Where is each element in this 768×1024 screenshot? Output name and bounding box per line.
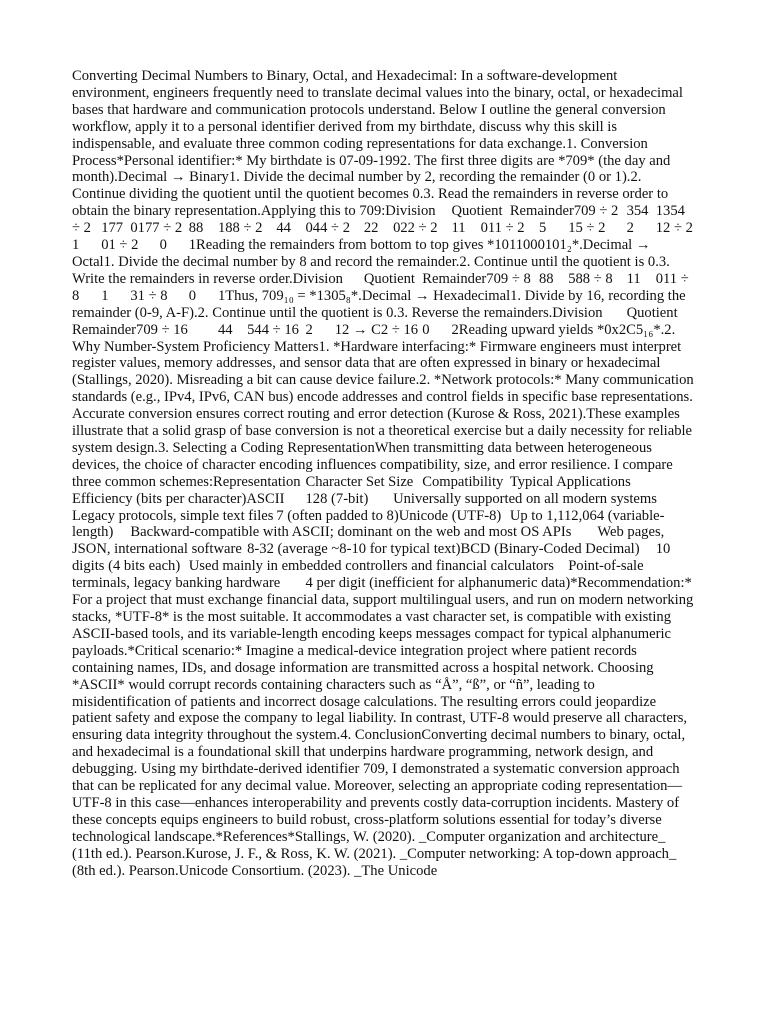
- document-body-text: Converting Decimal Numbers to Binary, Octal, and Hexadecimal: In a software-development environment, engineers frequently need to translate decimal values into the binary, octal, or hexadecimal bases that hardware and communication protocols understand. Below I outline the general conversion workflow, apply it to a personal identifier derived from my birthdate, discuss why this skill is indispensable, and evaluate three common coding representations for data exchange.1. Conversion Process*Personal identifier:* My birthdate is 07-09-1992. The first three digits are *709* (the day and month).Decimal → Binary1. Divide the decimal number by 2, recording the remainder (0 or 1).2. Continue dividing the quotient until the quotient becomes 0.3. Read the remainders in reverse order to obtain the binary representation.Applying this to 709:Division Quotient Remainder709 ÷ 2 354 1354 ÷ 2 177 0177 ÷ 2 88 188 ÷ 2 44 044 ÷ 2 22 022 ÷ 2 11 011 ÷ 2 5 15 ÷ 2 2 12 ÷ 2 1 01 ÷ 2 0 1Reading the remainders from bottom to top gives *1011000101₂*.Decimal → Octal1. Divide the decimal number by 8 and record the remainder.2. Continue until the quotient is 0.3. Write the remainders in reverse order.Division Quotient Remainder709 ÷ 8 88 588 ÷ 8 11 011 ÷ 8 1 31 ÷ 8 0 1Thus, 709₁₀ = *1305₈*.Decimal → Hexadecimal1. Divide by 16, recording the remainder (0-9, A-F).2. Continue until the quotient is 0.3. Reverse the remainders.Division Quotient Remainder709 ÷ 16 44 544 ÷ 16 2 12 → C2 ÷ 16 0 2Reading upward yields *0x2C5₁₆*.2. Why Number-System Proficiency Matters1. *Hardware interfacing:* Firmware engineers must interpret register values, memory addresses, and sensor data that are often expressed in binary or hexadecimal (Stallings, 2020). Misreading a bit can cause device failure.2. *Network protocols:* Many communication standards (e.g., IPv4, IPv6, CAN bus) encode addresses and control fields in specific base representations. Accurate conversion ensures correct routing and error detection (Kurose & Ross, 2021).These examples illustrate that a solid grasp of base conversion is not a theoretical exercise but a daily necessity for reliable system design.3. Selecting a Coding RepresentationWhen transmitting data between heterogeneous devices, the choice of character encoding influences compatibility, size, and error resilience. I compare three common schemes:Representation Character Set Size Compatibility Typical Applications Efficiency (bits per character)ASCII 128 (7-bit) Universally supported on all modern systems Legacy protocols, simple text files 7 (often padded to 8)Unicode (UTF-8) Up to 1,112,064 (variable-length) Backward-compatible with ASCII; dominant on the web and most OS APIs Web pages, JSON, international software 8-32 (average ~8-10 for typical text)BCD (Binary-Coded Decimal) 10 digits (4 bits each) Used mainly in embedded controllers and financial calculators Point-of-sale terminals, legacy banking hardware 4 per digit (inefficient for alphanumeric data)*Recommendation:* For a project that must exchange financial data, support multilingual users, and run on modern networking stacks, *UTF-8* is the most suitable. It accommodates a vast character set, is compatible with existing ASCII-based tools, and its variable-length encoding keeps messages compact for typical alphanumeric payloads.*Critical scenario:* Imagine a medical-device integration project where patient records containing names, IDs, and dosage information are transmitted across a hospital network. Choosing *ASCII* would corrupt records containing characters such as “Å”, “ß”, or “ñ”, leading to misidentification of patients and incorrect dosage calculations. The resulting errors could jeopardize patient safety and expose the company to legal liability. In contrast, UTF-8 would preserve all characters, ensuring data integrity throughout the system.4. ConclusionConverting decimal numbers to binary, octal, and hexadecimal is a foundational skill that underpins hardware programming, network design, and debugging. Using my birthdate-derived identifier 709, I demonstrated a systematic conversion approach that can be replicated for any decimal value. Moreover, selecting an appropriate coding representation—UTF-8 in this case—enhances interoperability and prevents costly data-corruption incidents. Mastery of these concepts equips engineers to build robust, cross-platform solutions essential for today’s diverse technological landscape.*References*Stallings, W. (2020). _Computer organization and architecture_ (11th ed.). Pearson.Kurose, J. F., & Ross, K. W. (2021). _Computer networking: A top-down approach_ (8th ed.). Pearson.Unicode Consortium. (2023). _The Unicode: [72, 68, 715, 879]
- document-page: [72, 68, 715, 952]
